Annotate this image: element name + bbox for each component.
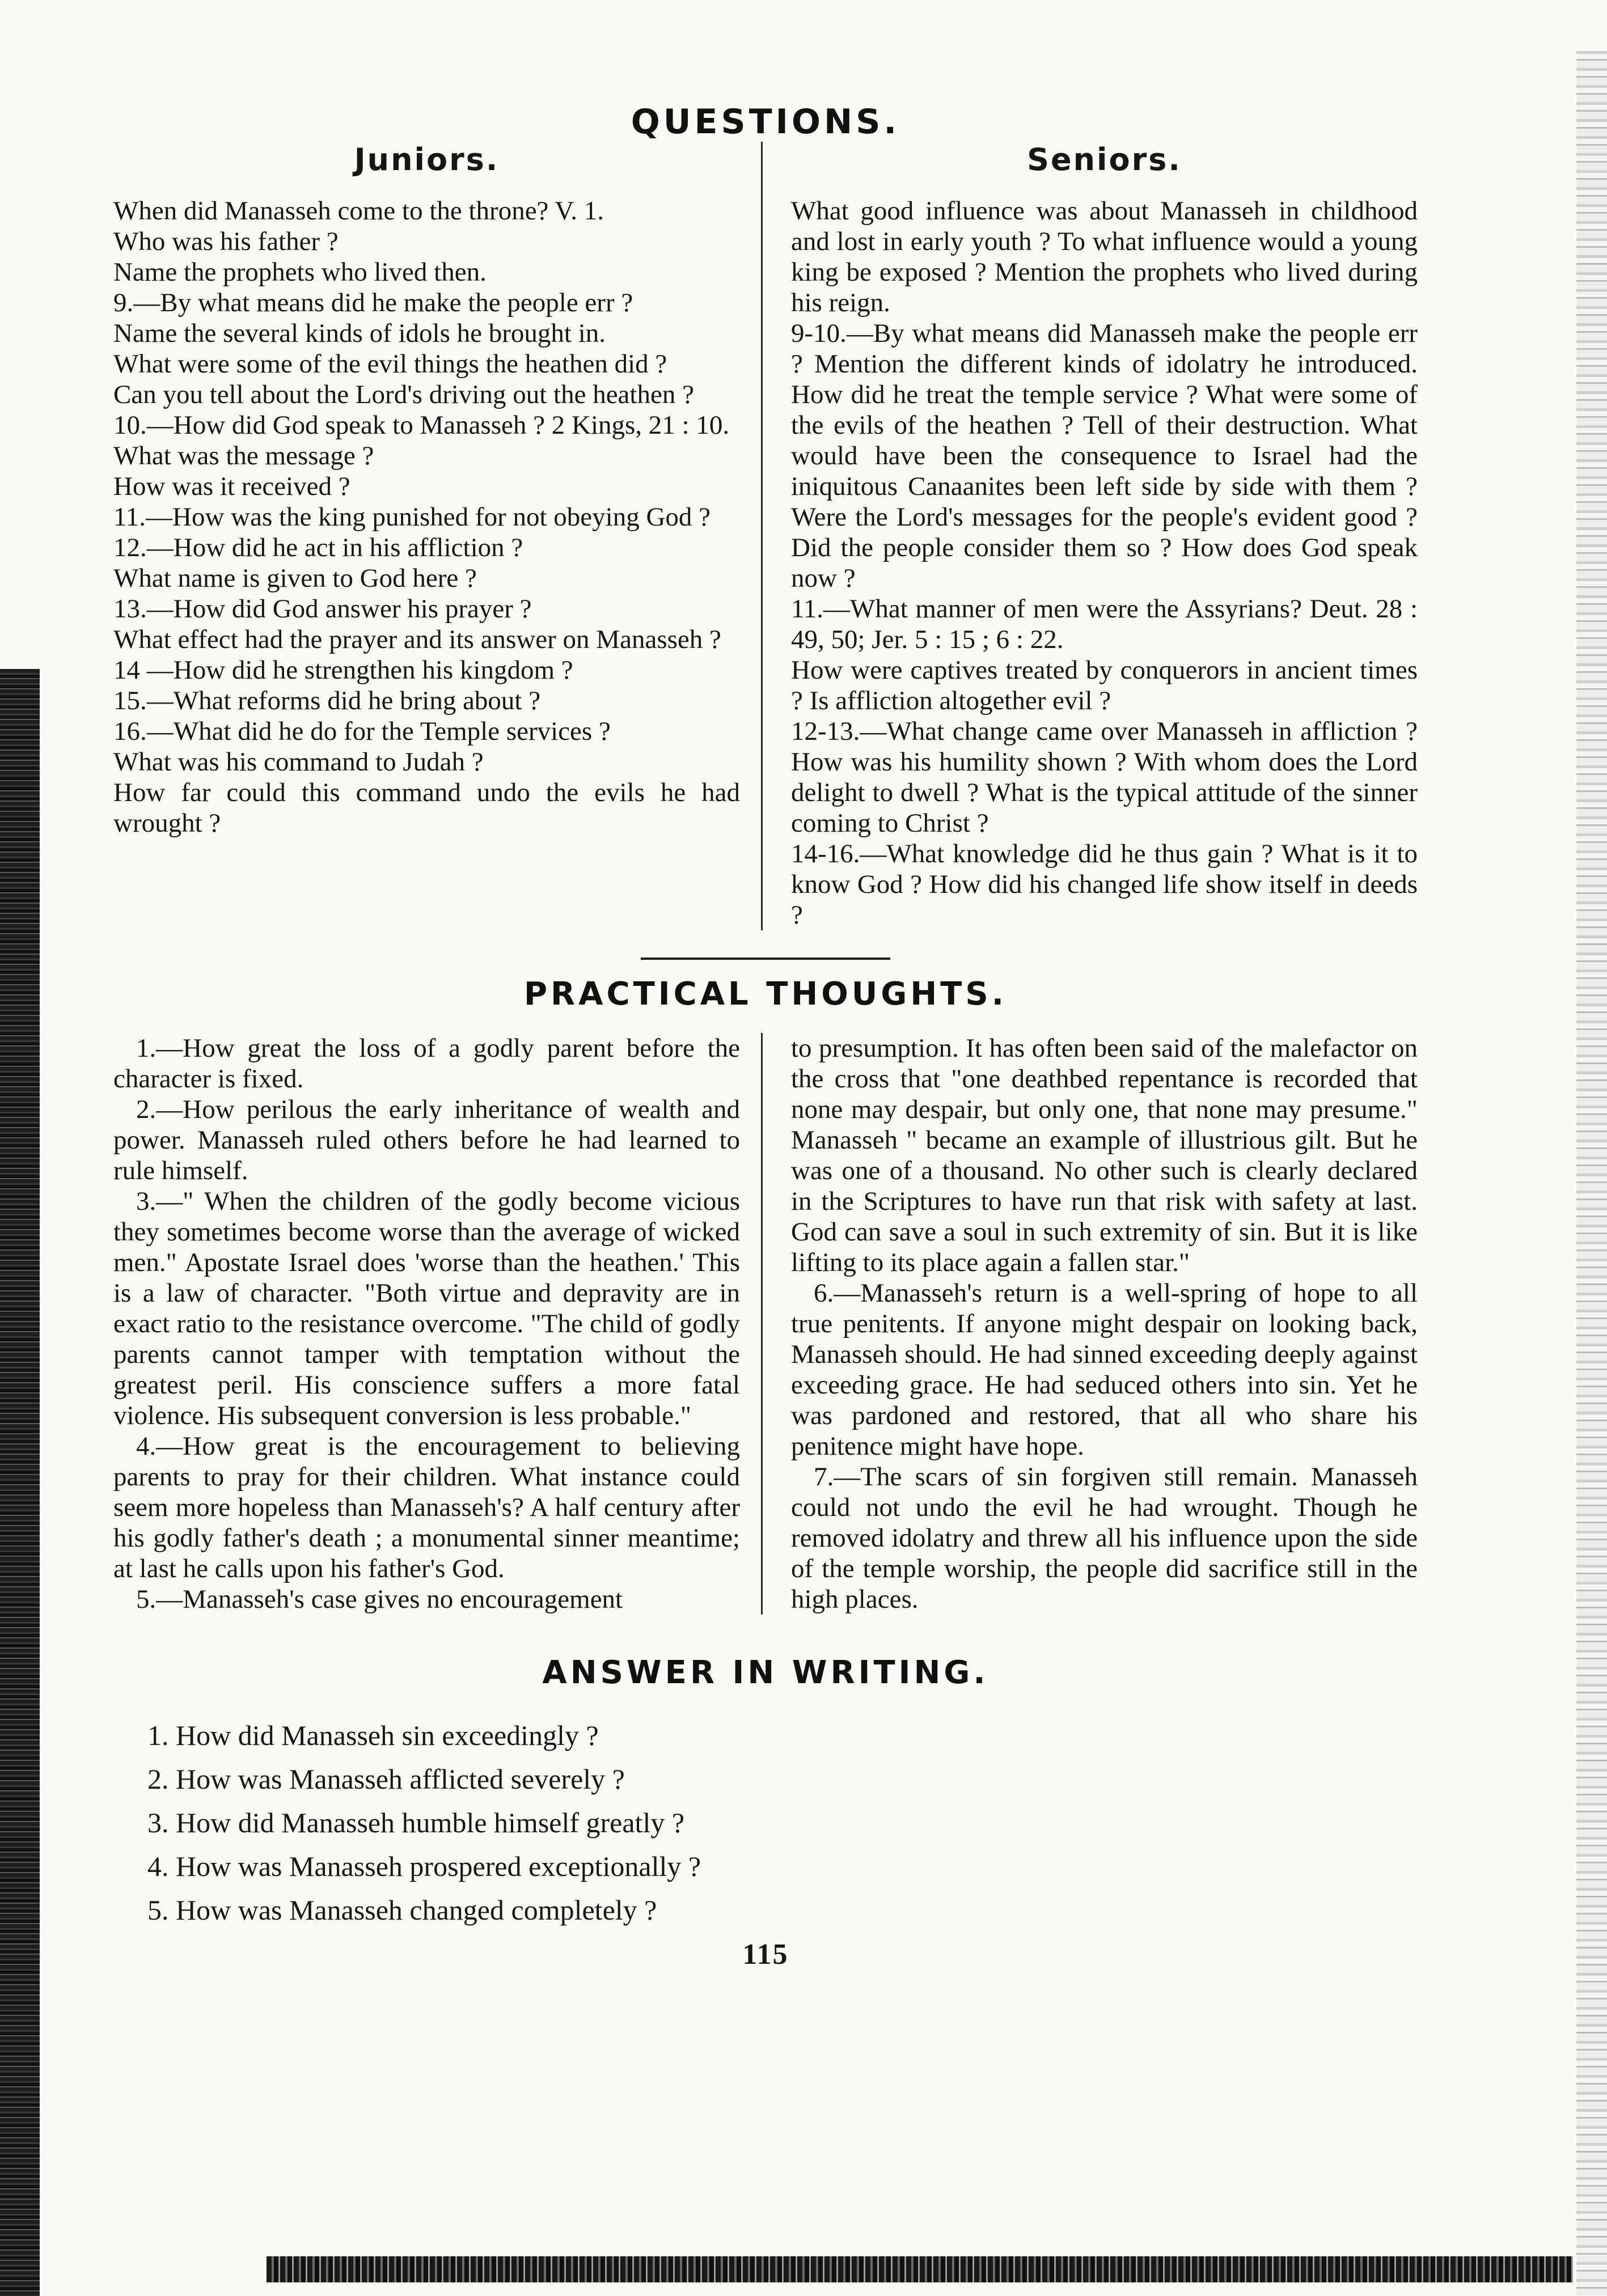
junior-question: 13.—How did God answer his prayer ? [113, 594, 532, 624]
junior-question: 12.—How did he act in his affliction ? [113, 533, 523, 562]
answer-item: 3. How did Manasseh humble himself greatly ? [147, 1807, 685, 1839]
practical-thought-continued: to presumption. It has often been said of the malefactor on the cross that "one deathbed repentance is recorded that none may despair, but only one, that none may presume." Manasseh " became an example of illustrious gilt. But he was one of a thousand. No other such is clearly declared in the Scriptures to have run that risk with safety at last. God can save a soul in such extremity of sin. But it is like lifting to its place again a fallen star." [791, 1033, 1418, 1277]
junior-question: 9.—By what means did he make the people err ? [113, 288, 633, 317]
questions-title: QUESTIONS. [631, 102, 900, 142]
junior-question: Name the several kinds of idols he brought in. [113, 319, 606, 348]
junior-question: How far could this command undo the evils he had wrought ? [113, 778, 740, 838]
practical-thought: 6.—Manasseh's return is a well-spring of hope to all true penitents. If anyone might despair on looking back, Manasseh should. He had sinned exceeding deeply against exceeding grace. He had seduced others into sin. Yet he was pardoned and restored, that all who share his penitence might have hope. [791, 1278, 1418, 1461]
senior-question: 14-16.—What knowledge did he thus gain ? What is it to know God ? How did his changed life show itself in deeds ? [791, 839, 1418, 930]
junior-question: When did Manasseh come to the throne? V. 1. [113, 196, 604, 226]
juniors-heading: Juniors. [354, 142, 500, 177]
juniors-question-list [113, 196, 740, 838]
scan-edge-bottom [267, 2256, 1573, 2282]
senior-question: What good influence was about Manasseh in childhood and lost in early youth ? To what influence would a young king be exposed ? Mention the prophets who lived during his reign. [791, 196, 1418, 317]
answer-item: 2. How was Manasseh afflicted severely ? [147, 1763, 625, 1795]
column-divider [761, 1033, 763, 1615]
junior-question: 11.—How was the king punished for not obeying God ? [113, 502, 711, 532]
junior-question: Name the prophets who lived then. [113, 257, 487, 287]
practical-thought: 1.—How great the loss of a godly parent before the character is fixed. [113, 1033, 740, 1094]
practical-thought: 3.—" When the children of the godly become vicious they sometimes become worse than the average of wicked men." Apostate Israel does 'worse than the heathen.' This is a law of character. "Both virtue and depravity are in exact ratio to the resistance overcome. "The child of godly parents cannot tamper with temptation without the greatest peril. His conscience suffers a more fatal violence. His subsequent conversion is less probable." [113, 1187, 740, 1430]
column-divider [761, 142, 763, 930]
answer-list [113, 1714, 1418, 1932]
seniors-column [791, 142, 1418, 930]
juniors-column [113, 142, 740, 930]
practical-list-right [791, 1033, 1418, 1615]
senior-question: How were captives treated by conquerors in ancient times ? Is affliction altogether evil ? [791, 655, 1418, 715]
junior-question: What was his command to Judah ? [113, 747, 484, 777]
junior-question: 14 —How did he strengthen his kingdom ? [113, 655, 573, 685]
answer-in-writing-title: ANSWER IN WRITING. [542, 1654, 989, 1691]
scan-edge-right [1576, 51, 1607, 2295]
junior-question: 10.—How did God speak to Manasseh ? 2 Kings, 21 : 10. [113, 410, 730, 440]
page [113, 102, 1418, 1971]
questions-columns [113, 142, 1418, 930]
junior-question: Who was his father ? [113, 227, 339, 256]
practical-left-column [113, 1033, 740, 1615]
practical-thought: 2.—How perilous the early inheritance of wealth and power. Manasseh ruled others before he had learned to rule himself. [113, 1095, 740, 1185]
junior-question: What were some of the evil things the heathen did ? [113, 349, 667, 379]
scan-edge-left [0, 669, 40, 2296]
senior-question: 9-10.—By what means did Manasseh make the people err ? Mention the different kinds of idolatry he introduced. How did he treat the temple service ? What were some of the evils of the heathen ? Tell of their destruction. What would have been the consequence to Israel had the iniquitous Canaanites been left side by side with them ? Were the Lord's messages for the people's evident good ? Did the people consider them so ? How does God speak now ? [791, 319, 1418, 593]
practical-right-column [791, 1033, 1418, 1615]
junior-question: 16.—What did he do for the Temple services ? [113, 717, 611, 746]
practical-thoughts-title: PRACTICAL THOUGHTS. [523, 976, 1008, 1013]
section-rule [641, 958, 890, 960]
junior-question: What effect had the prayer and its answer on Manasseh ? [113, 625, 721, 654]
junior-question: Can you tell about the Lord's driving out the heathen ? [113, 380, 694, 409]
seniors-heading: Seniors. [1027, 142, 1182, 177]
junior-question: 15.—What reforms did he bring about ? [113, 686, 541, 715]
senior-question: 12-13.—What change came over Manasseh in affliction ? How was his humility shown ? With whom does the Lord delight to dwell ? What is the typical attitude of the sinner coming to Christ ? [791, 717, 1418, 838]
practical-list-left [113, 1033, 740, 1615]
answer-item: 5. How was Manasseh changed completely ? [147, 1894, 657, 1926]
practical-columns [113, 1033, 1418, 1615]
junior-question: What was the message ? [113, 441, 374, 471]
seniors-question-list [791, 196, 1418, 930]
practical-thought: 7.—The scars of sin forgiven still remain. Manasseh could not undo the evil he had wrought. Though he removed idolatry and threw all his influence upon the side of the temple worship, the people did sacrifice still in the high places. [791, 1462, 1418, 1614]
answer-item: 4. How was Manasseh prospered exceptionally ? [147, 1850, 701, 1882]
answer-item: 1. How did Manasseh sin exceedingly ? [147, 1719, 599, 1751]
senior-question: 11.—What manner of men were the Assyrians? Deut. 28 : 49, 50; Jer. 5 : 15 ; 6 : 22. [791, 594, 1418, 654]
junior-question: What name is given to God here ? [113, 564, 477, 593]
practical-thought: 4.—How great is the encouragement to believing parents to pray for their children. What instance could seem more hopeless than Manasseh's? A half century after his godly father's death ; a monumental sinner meantime; at last he calls upon his father's God. [113, 1431, 740, 1583]
page-number: 115 [742, 1938, 789, 1971]
practical-thought: 5.—Manasseh's case gives no encouragement [136, 1585, 623, 1614]
junior-question: How was it received ? [113, 472, 350, 501]
